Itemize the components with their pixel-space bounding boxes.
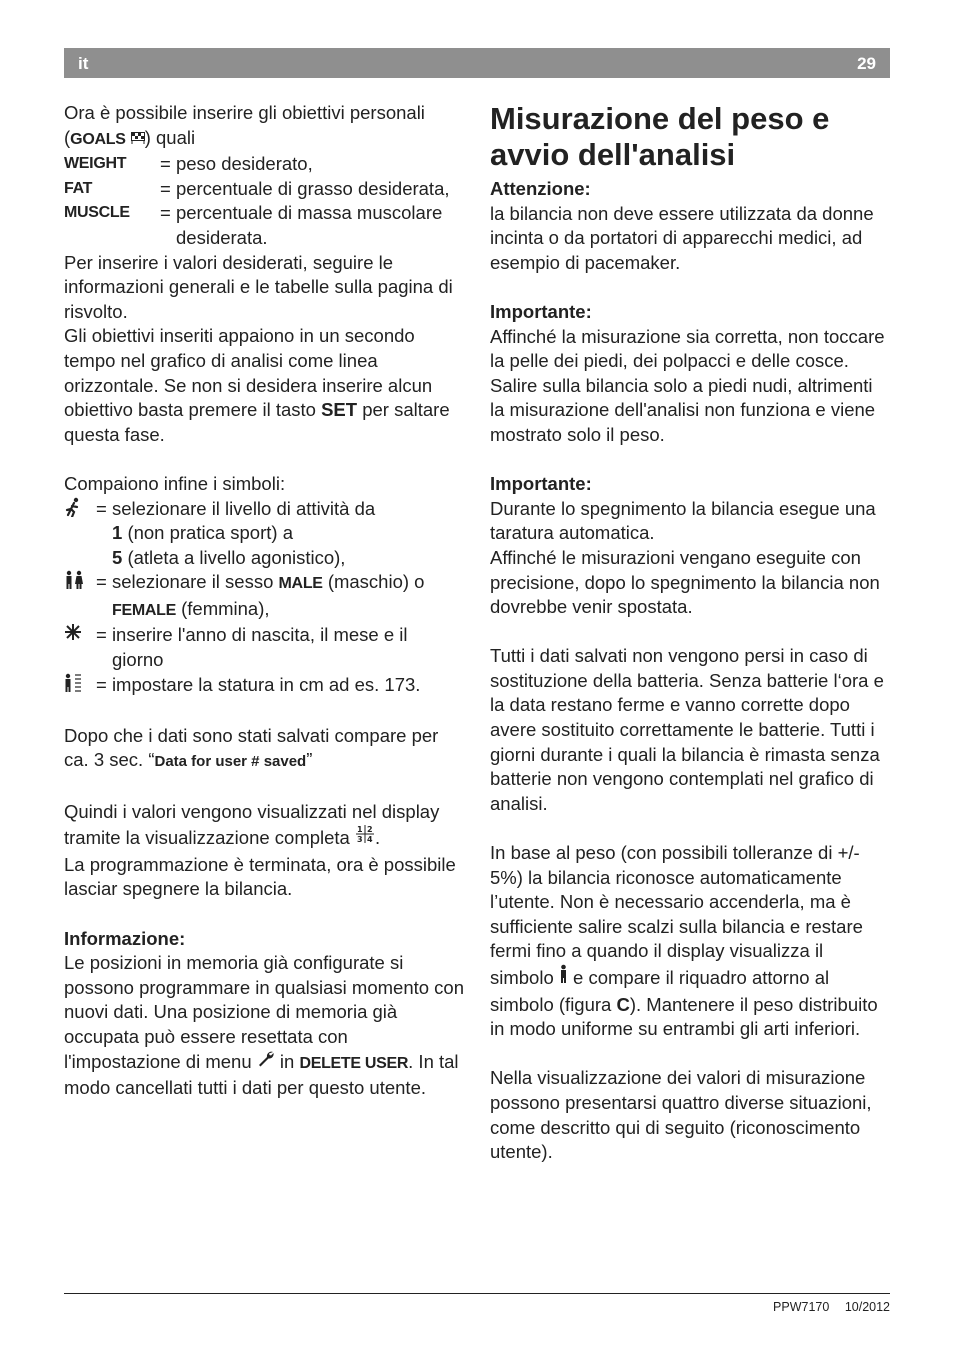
symbols-title: Compaiono infine i simboli: xyxy=(64,472,286,494)
attention-title: Attenzione: xyxy=(490,178,591,199)
symbol-sex-row: = selezionare il sesso MALE (maschio) o FEMALE (femmina), xyxy=(64,570,464,623)
person-icon xyxy=(559,964,568,993)
goal-desc: = percentuale di grasso desiderata, xyxy=(160,177,450,199)
footer-divider xyxy=(64,1293,890,1294)
svg-text:1: 1 xyxy=(357,825,363,835)
goal-term: FAT xyxy=(64,179,93,197)
important-paragraph-2a: Durante lo spegnimento la bilancia esegue una taratura automatica. xyxy=(490,497,876,544)
battery-paragraph: Tutti i dati salvati non vengono persi in caso di sostituzione della batteria. Senza batterie l‘ora e la data restano ferme e vanno corrette dopo avere sostituito correttamente le batterie. Tutti i giorni durante i quali la bilancia è rimasta senza batterie non vengono contemplati nel grafico di analisi. xyxy=(490,645,884,814)
wrench-icon xyxy=(257,1050,275,1077)
svg-text:3: 3 xyxy=(357,835,363,845)
quarters-display-icon xyxy=(355,824,375,853)
goal-term: MUSCLE xyxy=(64,204,130,222)
page-footer xyxy=(761,1300,890,1314)
goal-fat-row xyxy=(64,177,464,202)
model-number: PPW7170 xyxy=(773,1300,830,1314)
delete-user-keyword: DELETE USER xyxy=(299,1054,409,1072)
important-title-1: Importante: xyxy=(490,300,592,322)
symbol-height-row: = impostare la statura in cm ad es. 173. xyxy=(64,673,464,700)
edition-date: 10/2012 xyxy=(844,1300,890,1314)
symbol-activity-row: = selezionare il livello di attività da 1 (non pratica sport) a 5 (atleta a livello agonistico), xyxy=(64,497,464,571)
male-female-icon xyxy=(64,570,96,623)
info-paragraph: Le posizioni in memoria già configurate si possono programmare in qualsiasi momento con nuovi dati. Una posizione di memoria già occupata può essere resettata con l'impostazione di menu in DELETE USER. In tal modo cancellati tutti i dati per questo utente. xyxy=(64,952,465,1099)
goal-desc: = peso desiderato, xyxy=(160,153,313,175)
weight-recognition-paragraph: In base al peso (con possibili tolleranze di +/- 5%) la bilancia riconosce automaticamente l’utente. Non è necessario accenderla, ma è sufficiente salire scalzi sulla bilancia e restare fermi fino a quando il display visualizza il simbolo e compare il riquadro attorno al simbolo (figura C). Mantenere il peso distribuito in modo uniforme su entrambi gli arti inferiori. xyxy=(490,842,878,1040)
checkered-flag-icon xyxy=(131,128,145,153)
goal-muscle-row xyxy=(64,201,464,250)
svg-text:4: 4 xyxy=(367,835,373,845)
set-key-label: SET xyxy=(321,399,358,421)
important-title-2: Importante: xyxy=(490,473,592,495)
page-header-bar xyxy=(64,48,890,78)
right-column xyxy=(490,101,890,1165)
attention-paragraph: la bilancia non deve essere utilizzata da donne incinta o da portatori di apparecchi medici, ad esempio di pacemaker. xyxy=(490,202,874,273)
svg-text:2: 2 xyxy=(367,825,373,835)
display-paragraph: Quindi i valori vengono visualizzati nel display tramite la visualizzazione completa 1 2 3 4 . xyxy=(64,800,464,853)
runner-icon xyxy=(64,497,96,571)
left-column xyxy=(64,101,464,1101)
page-number: 29 xyxy=(857,54,876,73)
symbol-birth-row: = inserire l'anno di nascita, il mese e il giorno xyxy=(64,623,464,672)
goal-desc: = percentuale di massa muscolare desiderata. xyxy=(160,202,443,248)
figure-label: C xyxy=(616,993,630,1015)
language-label: it xyxy=(78,54,89,73)
info-title: Informazione: xyxy=(64,927,186,949)
section-title: Misurazione del peso e avvio dell'analisi xyxy=(490,101,830,172)
situations-paragraph: Nella visualizzazione dei valori di misurazione possono presentarsi quattro diverse situazioni, come descritto qui di seguito (riconoscimento utente). xyxy=(490,1067,872,1163)
goals-intro: Ora è possibile inserire gli obiettivi personali (GOALS ) quali xyxy=(64,101,464,152)
saved-message: Data for user # saved xyxy=(154,753,307,771)
goals-keyword: GOALS xyxy=(70,130,126,148)
asterisk-icon xyxy=(64,623,96,672)
male-keyword: MALE xyxy=(278,575,323,593)
important-paragraph-1a: Affinché la misurazione sia corretta, non toccare la pelle dei piedi, dei polpacci e delle cosce. xyxy=(490,325,885,372)
desired-values-paragraph: Per inserire i valori desiderati, seguire le informazioni generali e le tabelle sulla pagina di risvolto. xyxy=(64,251,453,322)
goals-paragraph: Gli obiettivi inseriti appaiono in un secondo tempo nel grafico di analisi come linea orizzontale. Se non si desidera inserire alcun obiettivo basta premere il tasto SET per saltare questa fase. xyxy=(64,325,450,445)
goal-weight-row xyxy=(64,152,464,177)
female-keyword: FEMALE xyxy=(112,601,176,619)
important-paragraph-1b: Salire sulla bilancia solo a piedi nudi, altrimenti la misurazione dell'analisi non funziona e viene mostrato solo il peso. xyxy=(490,374,876,445)
programming-end-paragraph: La programmazione è terminata, ora è possibile lasciar spegnere la bilancia. xyxy=(64,853,456,900)
person-height-icon xyxy=(64,673,96,700)
important-paragraph-2b: Affinché le misurazioni vengano eseguite con precisione, dopo lo spegnimento la bilancia non dovrebbe venir spostata. xyxy=(490,546,880,618)
goal-term: WEIGHT xyxy=(64,155,127,173)
saved-paragraph: Dopo che i dati sono stati salvati compare per ca. 3 sec. “Data for user # saved” xyxy=(64,724,439,771)
